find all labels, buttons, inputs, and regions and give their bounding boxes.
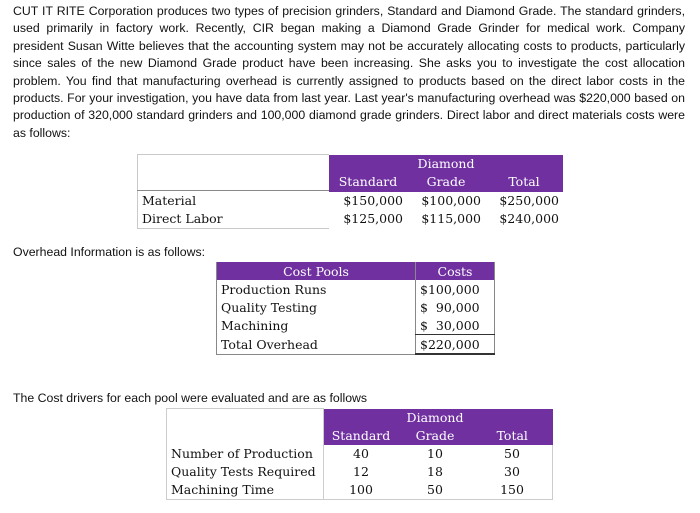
table-row [138, 210, 564, 229]
diamond-value: 10 [427, 446, 443, 461]
pool-label: Total Overhead [217, 335, 416, 355]
driver-label: Quality Tests Required [167, 463, 324, 481]
costs-header-spacer [329, 155, 407, 173]
pool-cost: $ 90,000 [416, 298, 495, 316]
diamond-value: 50 [398, 481, 472, 500]
drivers-header-spacer [324, 409, 399, 427]
standard-value: 12 [353, 464, 369, 479]
table-row [138, 191, 564, 210]
drivers-header-spacer [472, 409, 553, 427]
costs-header-diamond: Diamond [407, 155, 485, 173]
overhead-table [216, 262, 495, 355]
table-row [167, 445, 553, 463]
costs-header-standard: Standard [329, 173, 407, 191]
diamond-value: $115,000 [421, 211, 481, 227]
driver-label: Machining Time [167, 481, 324, 500]
drivers-header-standard: Standard [324, 427, 399, 445]
drivers-header-diamond: Diamond [398, 409, 472, 427]
costs-header-total: Total [485, 173, 563, 191]
pool-cost: $220,000 [416, 335, 495, 355]
total-value: 30 [472, 463, 553, 481]
costs-header-grade: Grade [407, 173, 485, 191]
overhead-header-pools: Cost Pools [217, 262, 416, 280]
overhead-header-costs: Costs [416, 262, 495, 280]
intro-paragraph: CUT IT RITE Corporation produces two types of precision grinders, Standard and Diamond Grade. The standard grinders, used primarily in factory work. Recently, CIR began making a Diamond Grade Grinder for medical work. Company president Susan Witte believes that the accounting system may not be accurately allocating costs to products, particularly since sales of the new Diamond Grade product have been increasing. She asks you to investigate the cost allocation problem. You find that manufacturing overhead is currently assigned to products based on the direct labor costs in the products. For your investigation, you have data from last year. Last year's manufacturing overhead was $220,000 based on production of 320,000 standard grinders and 100,000 diamond grade grinders. Direct labor and direct materials costs were as follows: [13, 4, 685, 140]
pool-cost: $ 30,000 [416, 316, 495, 335]
pool-label: Machining [217, 316, 416, 335]
drivers-label: The Cost drivers for each pool were evaluated and are as follows [13, 391, 368, 405]
drivers-header-grade: Grade [398, 427, 472, 445]
drivers-table-blank-header [167, 409, 324, 445]
costs-table-blank-header [138, 155, 330, 191]
table-row [217, 298, 495, 316]
standard-value: $150,000 [343, 193, 403, 208]
drivers-header-total: Total [472, 427, 553, 445]
overhead-label: Overhead Information is as follows: [13, 245, 206, 259]
row-label: Material [138, 191, 330, 210]
diamond-value: 18 [427, 464, 443, 479]
table-row [217, 316, 495, 335]
pool-label: Quality Testing [217, 298, 416, 316]
total-value: 50 [472, 445, 553, 463]
diamond-value: $100,000 [421, 193, 481, 208]
total-value: 150 [472, 481, 553, 500]
driver-label: Number of Production [167, 445, 324, 463]
table-row [217, 280, 495, 298]
standard-value: $125,000 [343, 211, 403, 227]
total-value: $250,000 [499, 193, 559, 208]
total-value: $240,000 [499, 211, 559, 227]
costs-table [137, 154, 563, 229]
drivers-table [166, 408, 553, 500]
pool-cost: $100,000 [416, 280, 495, 298]
table-row [217, 335, 495, 355]
table-row [167, 481, 553, 500]
costs-header-spacer [485, 155, 563, 173]
pool-label: Production Runs [217, 280, 416, 298]
row-label: Direct Labor [138, 210, 330, 229]
table-row [167, 463, 553, 481]
standard-value: 40 [353, 446, 369, 461]
standard-value: 100 [324, 481, 399, 500]
